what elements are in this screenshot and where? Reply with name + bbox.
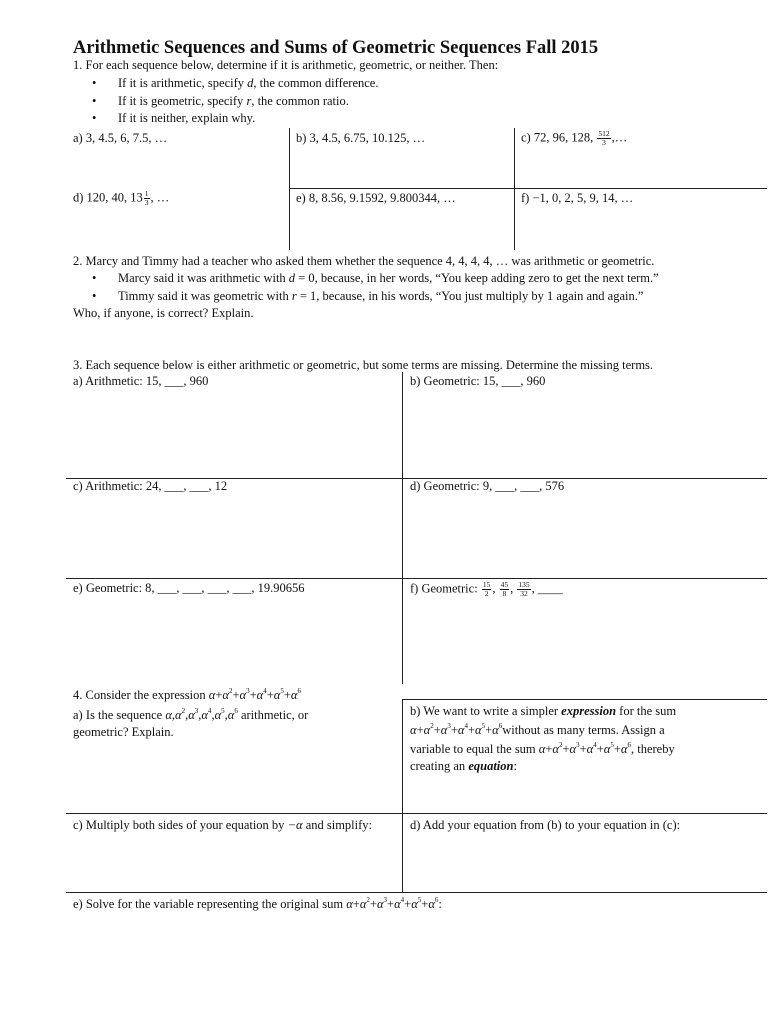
plus-operator: + xyxy=(283,688,291,702)
plus-operator: + xyxy=(450,723,458,737)
plus-operator: + xyxy=(485,723,493,737)
q4c-question: c) Multiply both sides of your equation by −α and simplify: xyxy=(73,818,373,832)
q1-grid-divider xyxy=(289,128,290,250)
exponent: 4 xyxy=(263,687,267,695)
q3a-problem: a) Arithmetic: 15, ___, 960 xyxy=(73,374,209,388)
alpha-symbol: α xyxy=(428,897,435,911)
exponent: 5 xyxy=(610,741,614,749)
alpha-symbol: α xyxy=(376,897,384,911)
exponent: 4 xyxy=(593,741,597,749)
alpha-symbol: α xyxy=(214,708,222,722)
q3e-problem: e) Geometric: 8, ___, ___, ___, ___, 19.90656 xyxy=(73,581,305,595)
q1-grid-divider xyxy=(289,188,767,189)
q2-intro: 2. Marcy and Timmy had a teacher who asked them whether the sequence 4, 4, 4, 4, … was arithmetic or geometric. xyxy=(73,254,655,268)
q3-intro: 3. Each sequence below is either arithmetic or geometric, but some terms are missing. Determine the missing terms. xyxy=(73,358,654,372)
alpha-symbol: α xyxy=(440,723,448,737)
alpha-symbol: α xyxy=(423,723,431,737)
q4b-line2: $\alpha+\alpha^2+\alpha^3+\alpha^4+\alpha^5+\alpha^6without$ as many terms. Assign a xyxy=(410,722,665,737)
q1b-sequence: b) 3, 4.5, 6.75, 10.125, … xyxy=(296,131,426,145)
q2-bullet-timmy: • Timmy said it was geometric with r = 1, because, in his words, “You just multiply by 1 again and again.” xyxy=(92,288,659,306)
exponent: 3 xyxy=(576,741,580,749)
alpha-symbol: α xyxy=(552,742,559,756)
alpha-symbol: α xyxy=(256,688,264,702)
page-title: Arithmetic Sequences and Sums of Geometric Sequences Fall 2015 xyxy=(73,38,599,58)
exponent: 5 xyxy=(280,687,284,695)
exponent: 3 xyxy=(194,707,199,715)
q1-bullet: • If it is arithmetic, specify d, the common difference. xyxy=(92,75,378,93)
alpha-symbol: α xyxy=(492,723,499,737)
plus-operator: + xyxy=(387,897,395,911)
q2-bullet-marcy: • Marcy said it was arithmetic with d = 0, because, in her words, “You keep adding zero to get the next term.” xyxy=(92,270,659,288)
fraction: $\frac{15}{2}$ xyxy=(482,580,491,598)
plus-operator: + xyxy=(249,688,257,702)
q4d-question: d) Add your equation from (b) to your equation in (c): xyxy=(410,818,681,832)
q1e-sequence: e) 8, 8.56, 9.1592, 9.800344, … xyxy=(296,191,456,205)
sum-expression xyxy=(209,688,301,702)
q1-grid-divider xyxy=(514,128,515,250)
exponent: 3 xyxy=(246,687,250,695)
exponent: 2 xyxy=(181,707,186,715)
plus-operator: + xyxy=(416,723,424,737)
sum-expression xyxy=(410,723,502,737)
exponent: 2 xyxy=(430,722,434,730)
sum-expression xyxy=(346,897,438,911)
q3-grid-divider xyxy=(66,578,767,579)
exponent: 6 xyxy=(627,741,631,749)
q3c-problem: c) Arithmetic: 24, ___, ___, 12 xyxy=(73,479,228,493)
alpha-symbol: α xyxy=(201,708,208,722)
plus-operator: + xyxy=(421,897,429,911)
plus-operator: + xyxy=(613,742,621,756)
q1c-sequence: c) 72, 96, 128, $\frac{512}{3}$ ,… xyxy=(521,129,628,147)
q4b-line1: b) We want to write a simpler expression for the sum xyxy=(410,704,677,718)
exponent: 2 xyxy=(228,687,233,695)
q1-bullets xyxy=(92,75,378,128)
q4-grid-divider xyxy=(402,699,767,700)
exponent: 6 xyxy=(434,896,439,904)
plus-operator: + xyxy=(352,897,360,911)
comma-separator: , xyxy=(171,708,176,722)
exponent: 3 xyxy=(383,896,387,904)
alpha-symbol: α xyxy=(475,723,482,737)
alpha-symbol: α xyxy=(538,742,546,756)
plus-operator: + xyxy=(433,723,441,737)
alpha-symbol: α xyxy=(175,708,182,722)
fraction: $\frac{512}{3}$ xyxy=(598,129,610,147)
exponent: 6 xyxy=(498,722,503,730)
q4b-line4: creating an equation: xyxy=(410,759,517,773)
fraction: $\frac{1}{3}$ xyxy=(144,189,149,207)
alpha-symbol: α xyxy=(290,688,298,702)
q4-intro: 4. Consider the expression $\alpha+\alpha^2+\alpha^3+\alpha^4+\alpha^5+\alpha^6$ xyxy=(73,687,301,702)
plus-operator: + xyxy=(579,742,587,756)
q3b-problem: b) Geometric: 15, ___, 960 xyxy=(410,374,546,388)
q1d-sequence: d) 120, 40, 13 $\frac{1}{3}$ , … xyxy=(73,189,170,207)
alpha-symbol: α xyxy=(227,708,235,722)
plus-operator: + xyxy=(596,742,604,756)
alpha-symbol: α xyxy=(603,742,611,756)
comma-separator: , xyxy=(224,708,228,722)
exponent: 5 xyxy=(417,896,422,904)
alpha-symbol: α xyxy=(188,708,195,722)
plus-operator: + xyxy=(467,723,475,737)
exponent: 4 xyxy=(464,722,468,730)
exponent: 3 xyxy=(447,722,451,730)
exponent: 4 xyxy=(207,707,212,715)
alpha-symbol: α xyxy=(411,897,418,911)
sum-expression xyxy=(539,742,631,756)
exponent: 2 xyxy=(558,741,563,749)
q3f-problem: f) Geometric: $\frac{15}{2}$ , $\frac{45}{8}$ , $\frac{135}{32}$ , ____ xyxy=(410,580,563,598)
exponent: 5 xyxy=(481,722,486,730)
comma-separator: , xyxy=(198,708,202,722)
exponent: 6 xyxy=(297,687,301,695)
q3-grid-divider xyxy=(402,372,403,684)
q4a-question: a) Is the sequence $\alpha,\alpha^2,\alpha^3,\alpha^4,\alpha^5,\alpha^6$ arithmetic, or xyxy=(73,707,309,722)
exponent: 6 xyxy=(234,707,238,715)
q3d-problem: d) Geometric: 9, ___, ___, 576 xyxy=(410,479,565,493)
exponent: 4 xyxy=(400,896,405,904)
q1-bullet: • If it is neither, explain why. xyxy=(92,110,378,128)
exponent: 2 xyxy=(366,896,370,904)
alpha-symbol: α xyxy=(569,742,577,756)
plus-operator: + xyxy=(266,688,274,702)
alpha-symbol: α xyxy=(359,897,367,911)
q1-bullet: • If it is geometric, specify r, the common ratio. xyxy=(92,93,378,111)
q4e-question: e) Solve for the variable representing the original sum $\alpha+\alpha^2+\alpha^3+\alpha^4+\alpha^5+\alpha^6$: xyxy=(73,896,442,911)
plus-operator: + xyxy=(215,688,223,702)
fraction: $\frac{135}{32}$ xyxy=(518,580,530,598)
alpha-symbol: α xyxy=(410,723,417,737)
alpha-symbol: α xyxy=(222,688,229,702)
plus-operator: + xyxy=(232,688,240,702)
fraction: $\frac{45}{8}$ xyxy=(500,580,509,598)
q1a-sequence: a) 3, 4.5, 6, 7.5, … xyxy=(73,131,168,145)
q4b-line3: variable to equal the sum $\alpha+\alpha^2+\alpha^3+\alpha^4+\alpha^5+\alpha^6$, thereby xyxy=(410,741,675,756)
q4-grid-divider xyxy=(66,892,767,893)
plus-operator: + xyxy=(369,897,377,911)
plus-operator: + xyxy=(562,742,570,756)
alpha-symbol: α xyxy=(620,742,628,756)
alpha-symbol: α xyxy=(208,688,216,702)
comma-separator: , xyxy=(211,708,215,722)
alpha-symbol: α xyxy=(273,688,281,702)
exponent: 5 xyxy=(221,707,225,715)
alpha-symbol: α xyxy=(457,723,465,737)
sequence-expression xyxy=(165,708,238,722)
q2-bullets xyxy=(92,270,659,305)
q4-grid-divider xyxy=(402,699,403,892)
alpha-symbol: α xyxy=(165,708,172,722)
plus-operator: + xyxy=(404,897,412,911)
alpha-symbol: α xyxy=(346,897,353,911)
comma-separator: , xyxy=(185,708,189,722)
q4a-question-line2: geometric? Explain. xyxy=(73,725,174,739)
alpha-symbol: α xyxy=(586,742,594,756)
q1-intro: 1. For each sequence below, determine if it is arithmetic, geometric, or neither. Then: xyxy=(73,58,499,72)
q1f-sequence: f) −1, 0, 2, 5, 9, 14, … xyxy=(521,191,634,205)
plus-operator: + xyxy=(545,742,553,756)
alpha-symbol: α xyxy=(394,897,401,911)
q2-question: Who, if anyone, is correct? Explain. xyxy=(73,306,254,320)
alpha-symbol: α xyxy=(239,688,247,702)
q4-grid-divider xyxy=(66,813,767,814)
